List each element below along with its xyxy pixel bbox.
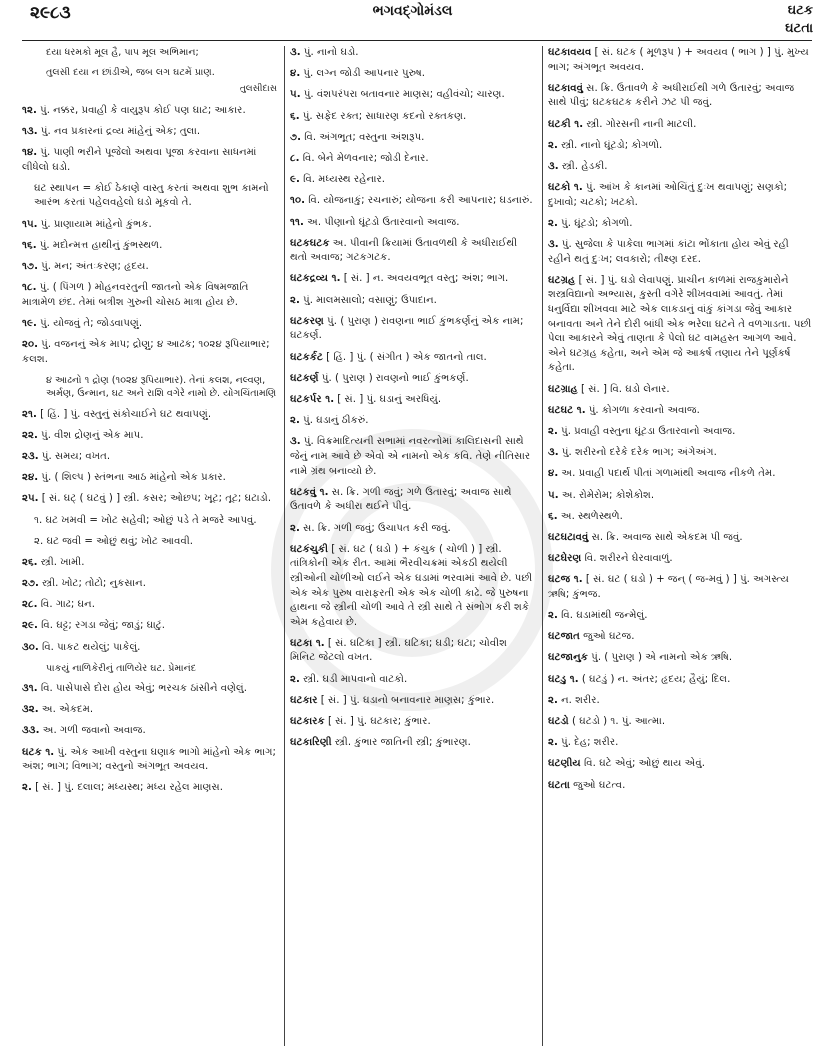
entry-text: અ. ગળી જવાનો અવાજ. bbox=[39, 725, 146, 737]
entry-text: સ્ત્રી. હેડકી. bbox=[558, 160, 608, 172]
entry-text: પું. ઘૂંટડો; કોગળો. bbox=[557, 217, 633, 229]
dictionary-entry bbox=[548, 274, 813, 376]
entry-text: વિ. શરીરને ઘેરવાવાળું. bbox=[581, 553, 673, 565]
dictionary-entry bbox=[548, 573, 813, 602]
entry-headword: ૨૪. bbox=[22, 472, 39, 484]
entry-text: સ. ક્રિ. અવાજ સાથે એકદમ પી જવું. bbox=[588, 531, 743, 543]
entry-headword: ઘટકી ૧. bbox=[548, 118, 584, 130]
entry-headword: ૨૩. bbox=[22, 450, 39, 462]
entry-headword: ૬. bbox=[290, 110, 300, 122]
entry-text: પું. એક આખી વસ્તુના ઘણાક ભાગો માંહેનો એક ભાગ; અંશ; ભાગ; વિભાગ; વસ્તુનો અંગભૂત અવયવ. bbox=[22, 746, 276, 773]
entry-text: પું. ( શિલ્પ ) સ્તંભના આઠ માંહેનો એક પ્રકાર. bbox=[38, 472, 226, 484]
entry-headword: ૩. bbox=[548, 447, 559, 459]
dictionary-entry bbox=[290, 194, 535, 209]
entry-text: પું. કોગળા કરવાનો અવાજ. bbox=[585, 404, 700, 416]
entry-text: વિ. અંગભૂત; વસ્તુના અંશરૂપ. bbox=[300, 131, 425, 143]
entry-headword: ૮. bbox=[290, 152, 300, 164]
dictionary-entry bbox=[548, 779, 813, 794]
dictionary-entry bbox=[548, 446, 813, 461]
entry-text: દયા ધરમકો મૂલ હૈ, પાપ મૂલ અભિમાન; bbox=[46, 47, 199, 58]
entry-headword: ૨. bbox=[548, 217, 558, 229]
entry-text: ઘટ સ્થાપન = કોઈ ઠેકાણે વાસ્તુ કરતાં અથવા શુભ કામનો આરંભ કરતાં પહેલવહેલો ઘડો મૂકવો તે. bbox=[34, 182, 269, 209]
entry-text: અ. પીણાનો ઘૂંટડો ઉતારવાનો અવાજ. bbox=[303, 216, 460, 228]
entry-text: અ. પીવાની ક્રિયામાં ઉતાવળથી કે અધીરાઈથી થતો અવાજ; ગટકગટક. bbox=[290, 237, 518, 264]
entry-text: સ્ત્રી. કુંભાર જાતિની સ્ત્રી; કુંભારણ. bbox=[331, 737, 471, 749]
entry-headword: ઘટકર્કટ bbox=[290, 351, 323, 363]
entry-text: [ સં. ] ન. અવયવભૂત વસ્તુ; અંશ; ભાગ. bbox=[340, 273, 509, 285]
entry-text: પું. ( પિંગળ ) મોહનવરતુની જાતનો એક વિષમજાતિ માત્રામેળ છંદ. તેમાં બત્રીશ ગુરુની ચોસઠ માત્રા હોય છે. bbox=[22, 282, 249, 308]
entry-text: [ સં. ] પું. ઘટકાર; કુંભાર. bbox=[324, 716, 431, 728]
entry-headword: ઘટકાવવું bbox=[548, 82, 583, 94]
dictionary-entry bbox=[290, 152, 535, 167]
entry-text: અ. રોમેરોમ; કોશેકોશ. bbox=[558, 489, 655, 501]
dictionary-entry bbox=[548, 383, 813, 398]
dictionary-entry bbox=[290, 694, 535, 709]
entry-headword: ૭. bbox=[290, 131, 301, 143]
entry-headword: ૨. bbox=[290, 415, 300, 427]
dictionary-entry bbox=[290, 216, 535, 231]
entry-text: પું. યોજવું તે; જોડવાપણું. bbox=[36, 317, 143, 329]
entry-text: જુઓ ઘટત્વ. bbox=[569, 779, 626, 791]
entry-text: પું. વજનનું એક માપ; દ્રોણુ; ૪ આઢક; ૧૦૨૪ રૂપિયાભાર; કલશ. bbox=[22, 339, 270, 365]
entry-text: વિ. મધ્યસ્થ રહેનાર. bbox=[299, 174, 386, 186]
dictionary-entry bbox=[290, 736, 535, 751]
entry-text: પું. ઘડાનું ઠીકરું. bbox=[299, 415, 369, 427]
dictionary-entry bbox=[290, 272, 535, 287]
dictionary-entry bbox=[548, 217, 813, 232]
entry-headword: ૨. bbox=[290, 522, 300, 534]
entry-text: પું. સફેદ રક્ત; સાધારણ કદનો રક્તકણ. bbox=[299, 110, 467, 122]
entry-text: પું. ( પુરાણ ) રાવણનો ભાઈ કુંભકર્ણ. bbox=[318, 372, 469, 384]
dictionary-entry bbox=[290, 393, 535, 408]
dictionary-entry bbox=[22, 146, 277, 175]
dictionary-entry bbox=[548, 694, 813, 709]
entry-headword: ૨૬. bbox=[22, 556, 38, 568]
dictionary-entry bbox=[22, 535, 277, 550]
entry-text: ( ઘટડું ) ન. અંતર; હૃદય; હૈયું; દિલ. bbox=[578, 673, 731, 685]
entry-headword: ૧૩. bbox=[22, 125, 38, 137]
entry-headword: ૩૦. bbox=[22, 641, 39, 653]
dictionary-entry bbox=[22, 619, 277, 634]
entry-text: અ. એકદમ. bbox=[38, 704, 94, 716]
entry-text: [ સં. ] પું. ઘડાનું અરધિયું. bbox=[334, 394, 442, 405]
dictionary-entry bbox=[22, 662, 277, 676]
entry-headword: ઘટકંચુકી bbox=[290, 543, 329, 555]
entry-headword: ૨. bbox=[548, 610, 558, 622]
entry-text: પું. લગ્ન જોડી આપનાર પુરુષ. bbox=[300, 68, 426, 80]
entry-headword: ઘટકદ્રવ્ય ૧. bbox=[290, 273, 341, 285]
entry-headword: ઘટકવું ૧. bbox=[290, 486, 329, 498]
dictionary-entry bbox=[290, 110, 535, 125]
guide-word-top: ઘટક bbox=[787, 3, 813, 18]
entry-text: પું. વિક્રમાદિત્યની સભામાં નવરત્નોમાં કાલિદાસની સાથે જેનું નામ આવે છે એવો એ નામનો એક કવિ. તેણે નીતિસાર નામે ગ્રંથ બનાવ્યો છે. bbox=[290, 436, 531, 477]
entry-headword: ઘટકર્પર ૧. bbox=[290, 394, 335, 405]
entry-text: પું. નાનો ઘડો. bbox=[300, 47, 359, 58]
entry-text: સ્ત્રી. ખામી. bbox=[37, 556, 85, 568]
entry-headword: ૨. bbox=[548, 694, 558, 706]
entry-headword: ઘટડો bbox=[548, 716, 569, 728]
dictionary-entry bbox=[22, 492, 277, 507]
entry-headword: ૨. bbox=[22, 782, 32, 794]
entry-headword: ઘટકરણ bbox=[290, 315, 324, 327]
entry-text: પું. આંખ કે કાનમાં ઓચિંતું દુઃખ થવાપણું; સણકો; દુખાવો; ચટકો; ખટકો. bbox=[548, 182, 788, 208]
entry-headword: ઘટતા bbox=[548, 779, 570, 791]
entry-headword: ઘટકાવયવ bbox=[548, 47, 592, 58]
dictionary-entry bbox=[22, 450, 277, 465]
entry-text: સ. ક્રિ. ગળી જવું; ઉચાપત કરી જવું. bbox=[299, 522, 451, 534]
entry-text: પું. નક્કર, પ્રવાહી કે વાયુરૂપ કોઈ પણ ઘાટ; આકાર. bbox=[36, 104, 246, 116]
dictionary-entry bbox=[22, 46, 277, 60]
dictionary-entry bbox=[290, 351, 535, 366]
dictionary-entry bbox=[22, 724, 277, 739]
entry-headword: ઘટઘેરણ bbox=[548, 553, 582, 565]
entry-headword: ઘટડુ ૧. bbox=[548, 673, 579, 685]
entry-text: પું. ( પુરાણ ) રાવણના ભાઈ કુંભકર્ણનું એક નામ; ઘટકર્ણ. bbox=[290, 315, 524, 342]
entry-text: પું. વીશ દ્રોણનું એક માપ. bbox=[37, 429, 144, 441]
entry-headword: ઘટઘટાવવું bbox=[548, 531, 589, 543]
entry-text: જુઓ ઘટજ. bbox=[579, 631, 635, 643]
entry-text: વિ. પાકટ થયેલું; પાકેલું. bbox=[38, 641, 141, 653]
entry-headword: ૨. bbox=[290, 294, 300, 306]
entry-headword: ૧૦. bbox=[290, 195, 305, 207]
entry-headword: ૨૨. bbox=[22, 429, 38, 441]
dictionary-entry bbox=[548, 630, 813, 645]
entry-headword: ૨૧. bbox=[22, 408, 37, 420]
dictionary-entry bbox=[22, 514, 277, 529]
entry-headword: ઘટકા ૧. bbox=[290, 637, 325, 649]
entry-text: પું. વંશપરંપરા બતાવનાર માણસ; વહીવંચો; ચારણ. bbox=[300, 89, 505, 101]
entry-headword: ઘટકારક bbox=[290, 716, 325, 728]
dictionary-entry bbox=[548, 82, 813, 111]
entry-text: ૧. ઘટ ખમવી = ખોટ સહેવી; ઓછું પડે તે મજરે આપવું. bbox=[34, 514, 257, 526]
entry-headword: ૧૭. bbox=[22, 260, 38, 272]
running-title: ભગવદ્ગોમંડલ bbox=[372, 3, 453, 19]
dictionary-entry bbox=[548, 467, 813, 482]
entry-text: [ સં. ] પું. ઘડાનો બનાવનાર માણસ; કુંભાર. bbox=[317, 694, 495, 706]
dictionary-entry bbox=[22, 471, 277, 486]
dictionary-entry bbox=[22, 682, 277, 697]
dictionary-entry bbox=[548, 489, 813, 504]
dictionary-entry bbox=[548, 118, 813, 133]
entry-text: [ સં. ] પું. દલાલ; મધ્યસ્થ; મધ્ય રહેલ માણસ. bbox=[31, 782, 224, 794]
entry-headword: ૯. bbox=[290, 174, 300, 186]
entry-text: ૪ આઢનો ૧ દ્રોણ (૧૦૨૪ રૂપિયાભાર). તેનાં કલશ, નલ્વણ, અર્મણ, ઉન્માન, ઘટ અને રાશિ વગેરે નામો છે. યોગચિંતામણિ bbox=[46, 374, 277, 400]
dictionary-entry bbox=[22, 82, 277, 97]
dictionary-entry bbox=[548, 46, 813, 75]
dictionary-entry bbox=[22, 556, 277, 571]
dictionary-entry bbox=[548, 757, 813, 772]
entry-headword: ૩. bbox=[290, 47, 301, 58]
dictionary-entry bbox=[22, 598, 277, 613]
dictionary-entry bbox=[548, 651, 813, 666]
entry-text: વિ. ગાઢ; ઘન. bbox=[37, 599, 95, 611]
entry-headword: ૨૮. bbox=[22, 599, 38, 611]
entry-headword: ૧૧. bbox=[290, 216, 304, 228]
entry-text: [ સં. ઘટ્ ( ઘટવું ) ] સ્ત્રી. કસર; ઓછપ; ખૂટ; તૂટ; ઘટાડો. bbox=[38, 493, 272, 505]
column-3 bbox=[548, 46, 813, 1046]
column-divider-1 bbox=[284, 46, 285, 1046]
dictionary-entry bbox=[22, 703, 277, 718]
dictionary-entry bbox=[548, 715, 813, 730]
dictionary-entry bbox=[548, 736, 813, 751]
dictionary-entry bbox=[548, 181, 813, 210]
dictionary-entry bbox=[290, 294, 535, 309]
dictionary-entry bbox=[548, 552, 813, 567]
dictionary-entry bbox=[290, 673, 535, 688]
dictionary-entry bbox=[22, 408, 277, 423]
dictionary-entry bbox=[548, 139, 813, 154]
entry-text: પું. સુજેલા કે પાકેલા ભાગમાં કાંટા ભોંકાતા હોય એવું રહી રહીને થતું દુઃખ; લવકારો; તીક્ષ્ણ દરદ. bbox=[548, 239, 789, 265]
entry-headword: ઘટણીય bbox=[548, 758, 581, 770]
entry-headword: ૩. bbox=[548, 239, 559, 251]
entry-headword: ૨. bbox=[548, 139, 558, 151]
dictionary-entry bbox=[290, 237, 535, 266]
entry-text: પું. પ્રવાહી વસ્તુના ઘૂંટડા ઉતારવાનો અવાજ. bbox=[557, 426, 736, 437]
entry-text: તુલસી દયા ન છાંડીએ, જબ લગ ઘટમેં પ્રાણ. bbox=[46, 67, 215, 79]
dictionary-entry bbox=[22, 781, 277, 796]
entry-text: [ સં. ઘટિકા ] સ્ત્રી. ઘટિકા; ઘડી; ઘટા; ચોવીશ મિનિટ જેટલો વખત. bbox=[290, 637, 507, 664]
dictionary-entry bbox=[548, 531, 813, 546]
dictionary-entry bbox=[22, 66, 277, 80]
entry-headword: ૬. bbox=[548, 510, 558, 522]
page-number: ૨૯૮૩ bbox=[30, 3, 71, 23]
entry-headword: ૨૫. bbox=[22, 493, 39, 505]
guide-words bbox=[785, 2, 813, 38]
entry-text: સ્ત્રી. ઘડી માપવાનો વાટકો. bbox=[299, 673, 408, 685]
entry-headword: ૨. bbox=[548, 737, 558, 749]
entry-headword: ૨૦. bbox=[22, 339, 38, 351]
entry-text: [ સં. ઘટ ( ઘડો ) + કંચુક ( ચોળી ) ] સ્ત્રી. તાંત્રિકોની એક રીત. આમાં ભૈરવીચક્રમાં એકઠી થયેલી સ્ત્રીઓની ચોળીઓ લઈને એક ઘડામાં ભરવામાં આવે છે. પછી એક એક પુરુષ વારાફરતી એક એક ચોળી કાઢે. જે પુરુષના હાથના જે સ્ત્રીની ચોળી આવે તે સ્ત્રી સાથે તે સંભોગ કરી શકે એમ કહેવાય છે. bbox=[290, 543, 533, 628]
entry-text: પું. મન; અંતઃકરણ; હૃદય. bbox=[37, 260, 149, 272]
entry-headword: ૨૭. bbox=[22, 578, 39, 590]
entry-text: [ સં. ] વિ. ઘડો લેનાર. bbox=[577, 383, 670, 395]
entry-text: ૨. ઘટ જવી = ઓછું થવું; ખોટ આવવી. bbox=[34, 535, 193, 547]
entry-text: પું. માલમસાલો; વસાણું; ઉપાદાન. bbox=[299, 294, 437, 306]
entry-text: પું. સમય; વખત. bbox=[38, 450, 111, 462]
dictionary-entry bbox=[548, 238, 813, 267]
entry-headword: ઘટકો ૧. bbox=[548, 182, 583, 194]
entry-text: પાકયું નાળિકેરીનું તાળિયેર ઘટ. પ્રેમાનંદ bbox=[46, 662, 197, 674]
entry-text: [ સં. ઘટ ( ઘડો ) + જન્ ( જ-મવું ) ] પું. અગસ્ત્ય ઋષિ; કુંભજ. bbox=[548, 574, 789, 600]
entry-headword: ઘટકઘટક bbox=[290, 237, 330, 249]
entry-headword: ઘટકાર bbox=[290, 694, 318, 706]
entry-text: સ. ક્રિ. ગળી જવું; ગળે ઉતારવું; અવાજ સાથે ઉતાવળે કે અધીરા થઈને પીવું. bbox=[290, 486, 512, 513]
dictionary-entry bbox=[22, 125, 277, 140]
dictionary-entry bbox=[290, 543, 535, 631]
dictionary-entry bbox=[290, 173, 535, 188]
dictionary-entry bbox=[22, 338, 277, 367]
dictionary-entry bbox=[22, 218, 277, 233]
entry-headword: ૩૩. bbox=[22, 725, 40, 737]
entry-text: પું. દેહ; શરીર. bbox=[557, 737, 619, 749]
dictionary-entry bbox=[22, 374, 277, 401]
dictionary-entry bbox=[290, 435, 535, 479]
entry-headword: ઘટગ્રાહ bbox=[548, 383, 578, 395]
entry-headword: ૩. bbox=[290, 436, 301, 448]
entry-headword: ઘટજાનુક bbox=[548, 652, 588, 664]
entry-text: વિ. ઘટ્ટ; રગડા જેવું; જાડું; ઘાટું. bbox=[37, 620, 165, 632]
entry-text: પું. મદોન્મત્ત હાથીનું કુંભસ્થળ. bbox=[36, 239, 163, 251]
dictionary-entry bbox=[22, 260, 277, 275]
guide-word-bottom: ઘટતા bbox=[785, 21, 813, 36]
entry-headword: ૧૫. bbox=[22, 218, 38, 230]
entry-text: સ્ત્રી. ખોટ; તોટો; નુકસાન. bbox=[38, 578, 146, 590]
entry-text: પું. શરીરનો દરેકે દરેક ભાગ; અંગેઅંગ. bbox=[558, 447, 717, 459]
entry-headword: ૧૪. bbox=[22, 146, 38, 158]
entry-text: વિ. યોજનાકું; રચનારું; યોજના કરી આપનાર; ઘડનારું. bbox=[305, 195, 533, 207]
dictionary-entry bbox=[290, 315, 535, 344]
column-divider-2 bbox=[542, 46, 543, 1046]
column-1 bbox=[22, 46, 277, 1046]
entry-text: સ્ત્રી. નાનો ઘૂંટડો; કોગળો. bbox=[557, 139, 663, 151]
dictionary-entry bbox=[290, 67, 535, 82]
entry-text: ન. શરીર. bbox=[557, 694, 600, 706]
entry-headword: ઘટક ૧. bbox=[22, 746, 55, 758]
dictionary-entry bbox=[22, 429, 277, 444]
dictionary-entry bbox=[22, 641, 277, 656]
entry-text: વિ. બેને મેળવનાર; જોડી દેનાર. bbox=[299, 152, 429, 164]
entry-text: વિ. પાસેપાસે દોરા હોય એવું; ભરચક ઠાંસીને વણેલું. bbox=[37, 683, 247, 695]
entry-headword: ઘટકર્ણ bbox=[290, 372, 319, 384]
entry-headword: ૧૬. bbox=[22, 239, 37, 251]
dictionary-entry bbox=[290, 46, 535, 61]
entry-text: પું. પ્રાણાયામ માંહેનો કુંભક. bbox=[37, 218, 152, 230]
dictionary-entry bbox=[290, 131, 535, 146]
dictionary-entry bbox=[290, 486, 535, 515]
column-2 bbox=[290, 46, 535, 1046]
entry-text: સ. ક્રિ. ઉતાવળે કે અધીરાઈથી ગળે ઉતારવું; અવાજ સાથે પીવું; ઘટકઘટક કરીને ઝટ પી જવું. bbox=[548, 82, 795, 109]
dictionary-entry bbox=[22, 281, 277, 310]
dictionary-entry bbox=[548, 609, 813, 624]
entry-text: [ સં. ઘટક ( મૂળરૂપ ) + અવયવ ( ભાગ ) ] પું. મુખ્ય ભાગ; અંગભૂત અવયવ. bbox=[548, 47, 809, 73]
entry-headword: ૩૧. bbox=[22, 683, 38, 695]
entry-headword: ૧૨. bbox=[22, 104, 37, 116]
entry-text: વિ. ઘડામાંથી જન્મેલું. bbox=[557, 610, 648, 622]
entry-text: ( ઘટડો ) ૧. પું. આત્મા. bbox=[568, 716, 666, 728]
dictionary-entry bbox=[548, 160, 813, 175]
entry-headword: ૪. bbox=[548, 468, 559, 480]
entry-text: વિ. ઘટે એવું; ઓછું થાય એવું. bbox=[580, 758, 705, 770]
dictionary-entry bbox=[290, 522, 535, 537]
entry-headword: ૧૯. bbox=[22, 317, 37, 329]
dictionary-entry bbox=[290, 715, 535, 730]
header-rule bbox=[22, 40, 812, 41]
dictionary-entry bbox=[22, 577, 277, 592]
entry-headword: ૩૨. bbox=[22, 704, 39, 716]
dictionary-entry bbox=[548, 404, 813, 419]
entry-text: પું. ( પુરાણ ) એ નામનો એક ઋષિ. bbox=[587, 652, 733, 664]
entry-headword: ૩. bbox=[548, 160, 559, 172]
entry-headword: ઘટજાત bbox=[548, 631, 580, 643]
page-header bbox=[0, 0, 825, 36]
entry-headword: ૫. bbox=[548, 489, 559, 501]
dictionary-entry bbox=[548, 425, 813, 440]
entry-headword: ૪. bbox=[290, 68, 301, 80]
entry-headword: ઘટજ ૧. bbox=[548, 574, 583, 586]
dictionary-entry bbox=[548, 673, 813, 688]
entry-text: સ્ત્રી. ગોરસની નાની માટલી. bbox=[583, 118, 697, 130]
dictionary-entry bbox=[22, 182, 277, 211]
dictionary-entry bbox=[22, 239, 277, 254]
entry-headword: ૨. bbox=[290, 673, 300, 685]
entry-headword: ૨. bbox=[548, 426, 558, 437]
entry-text: [ સં. ] પું. ઘડો લેવાપણું. પ્રાચીન કાળમાં રાજકુમારોને શસ્ત્રવિદ્યાનો અભ્યાસ, કુસ્તી વગેરે શીખવવામાં આવતું. તેમાં ધનુર્વિદ્યા શીખવવા માટે એક લાકડાનું વાંકું કાંગડા જેવું આકાર બનાવતા અને તેને દોરી બાંધી એક ભરેલા ઘટને તે વળગાડતા. પછી પેલા આકારને એવું તાણતા કે પેલો ઘટ વામહસ્ત આગળ આવે. એને ઘટગ્રહ કહેતા, અને એમ જે આકર્ષ તણાય તેને પૂર્ણકર્ષ કહેતા. bbox=[548, 274, 812, 374]
dictionary-entry bbox=[290, 414, 535, 429]
entry-headword: ૫. bbox=[290, 89, 301, 101]
dictionary-entry bbox=[22, 104, 277, 119]
dictionary-entry bbox=[290, 88, 535, 103]
entry-headword: ઘટકારિણી bbox=[290, 737, 332, 749]
entry-text: તુલસીદાસ bbox=[239, 84, 277, 95]
entry-headword: ઘટગ્રહ bbox=[548, 274, 576, 286]
dictionary-entry bbox=[22, 746, 277, 775]
entry-headword: ૨૯. bbox=[22, 620, 38, 632]
entry-text: પું. નવ પ્રકારનાં દ્રવ્ય માંહેનું એક; તુલા. bbox=[37, 125, 201, 137]
dictionary-entry bbox=[290, 372, 535, 387]
dictionary-entry bbox=[290, 637, 535, 666]
entry-text: અ. પ્રવાહી પદાર્થ પીતાં ગળામાંથી અવાજ નીકળે તેમ. bbox=[558, 468, 776, 480]
entry-text: અ. સ્થળેસ્થળે. bbox=[557, 510, 623, 522]
entry-text: [ હિં. ] પું. વસ્તુનું સંકોચાઈને ઘટ થવાપણું. bbox=[36, 408, 212, 420]
entry-text: [ હિં. ] પું. ( સંગીત ) એક જાતનો તાલ. bbox=[322, 351, 487, 363]
dictionary-entry bbox=[22, 317, 277, 332]
entry-headword: ૧૮. bbox=[22, 282, 37, 294]
dictionary-entry bbox=[548, 510, 813, 525]
entry-text: પું. પાણી ભરીને પૂજેલો અથવા પૂજા કરવાના સાધનમાં લીધેલો ઘડો. bbox=[22, 146, 257, 173]
entry-headword: ઘટઘટ ૧. bbox=[548, 404, 586, 416]
